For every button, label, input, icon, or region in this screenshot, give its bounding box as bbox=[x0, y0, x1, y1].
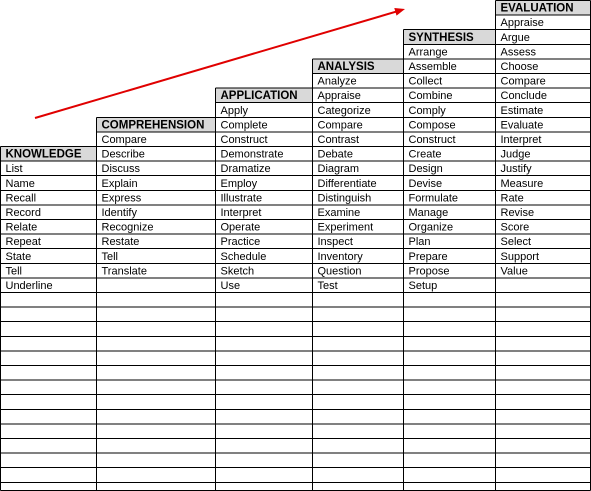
verb-cell: Examine bbox=[317, 207, 361, 219]
verb-cell: Inspect bbox=[317, 236, 353, 249]
verb-cell: Schedule bbox=[220, 250, 267, 263]
verb-cell: Demonstrate bbox=[220, 148, 284, 161]
verb-cell: Contrast bbox=[317, 134, 360, 146]
verb-cell: Record bbox=[5, 207, 41, 219]
column-header-synthesis: SYNTHESIS bbox=[408, 31, 474, 44]
verb-cell: Express bbox=[101, 192, 142, 205]
verb-cell: Appraise bbox=[317, 90, 361, 103]
verb-cell: Translate bbox=[101, 265, 147, 278]
verb-cell: Collect bbox=[408, 75, 443, 88]
verb-cell: Combine bbox=[408, 90, 453, 103]
verb-cell: Operate bbox=[220, 221, 261, 234]
verb-cell: Judge bbox=[500, 148, 531, 161]
verb-cell: Compare bbox=[101, 134, 147, 146]
column-header-evaluation: EVALUATION bbox=[500, 2, 574, 15]
verb-cell: Measure bbox=[500, 177, 544, 190]
verb-cell: Identify bbox=[101, 207, 137, 219]
verb-cell: Discuss bbox=[101, 163, 141, 176]
verb-cell: Construct bbox=[408, 134, 456, 146]
verb-cell: Interpret bbox=[500, 134, 542, 146]
verb-cell: Manage bbox=[408, 207, 449, 219]
verb-cell: Practice bbox=[220, 236, 261, 249]
verb-cell: Underline bbox=[5, 280, 53, 292]
verb-cell: Compare bbox=[500, 75, 546, 88]
verb-cell: Compare bbox=[317, 119, 363, 132]
verb-cell: Plan bbox=[408, 236, 431, 249]
verb-cell: Employ bbox=[220, 177, 258, 190]
verb-cell: Appraise bbox=[500, 17, 544, 30]
verb-cell: Differentiate bbox=[317, 177, 377, 190]
verb-cell: Value bbox=[500, 265, 528, 278]
verb-cell: Experiment bbox=[317, 221, 374, 234]
verb-cell: Assemble bbox=[408, 61, 457, 73]
column-header-knowledge: KNOWLEDGE bbox=[5, 148, 82, 161]
verb-cell: Inventory bbox=[317, 250, 363, 263]
verb-cell: Propose bbox=[408, 265, 450, 278]
verb-cell: Argue bbox=[500, 31, 530, 44]
verb-cell: Justify bbox=[500, 163, 532, 176]
verb-cell: Recall bbox=[5, 192, 37, 205]
verb-cell: Complete bbox=[220, 119, 268, 132]
verb-cell: Sketch bbox=[220, 265, 255, 278]
verb-cell: Tell bbox=[5, 265, 23, 278]
verb-cell: List bbox=[5, 163, 23, 176]
verb-cell: Test bbox=[317, 280, 338, 292]
verb-cell: Relate bbox=[5, 221, 38, 234]
verb-cell: Rate bbox=[500, 192, 524, 205]
verb-cell: Support bbox=[500, 250, 540, 263]
verb-cell: Create bbox=[408, 148, 442, 161]
verb-cell: Debate bbox=[317, 148, 353, 161]
verb-cell: Restate bbox=[101, 236, 140, 249]
verb-cell: Analyze bbox=[317, 75, 357, 88]
verb-cell: Estimate bbox=[500, 104, 544, 117]
verb-cell: Tell bbox=[101, 250, 119, 263]
verb-cell: Arrange bbox=[408, 46, 448, 59]
verb-cell: Assess bbox=[500, 46, 536, 59]
verb-cell: Compose bbox=[408, 119, 456, 132]
verb-cell: Select bbox=[500, 236, 532, 249]
verb-cell: Question bbox=[317, 265, 362, 278]
verb-cell: Describe bbox=[101, 148, 145, 161]
verb-cell: Categorize bbox=[317, 104, 371, 117]
verb-cell: Formulate bbox=[408, 192, 459, 205]
column-header-comprehension: COMPREHENSION bbox=[101, 119, 205, 132]
verb-cell: Revise bbox=[500, 207, 535, 219]
verb-cell: Conclude bbox=[500, 90, 547, 103]
verb-cell: State bbox=[5, 250, 32, 263]
verb-cell: Name bbox=[5, 177, 35, 190]
verb-cell: Evaluate bbox=[500, 119, 544, 132]
verb-cell: Recognize bbox=[101, 221, 154, 234]
verb-cell: Devise bbox=[408, 177, 443, 190]
verb-cell: Illustrate bbox=[220, 192, 263, 205]
verb-cell: Explain bbox=[101, 177, 138, 190]
verb-cell: Score bbox=[500, 221, 530, 234]
verb-cell: Choose bbox=[500, 61, 539, 73]
verb-cell: Setup bbox=[408, 280, 438, 292]
verb-cell: Apply bbox=[220, 104, 249, 117]
column-header-application: APPLICATION bbox=[220, 90, 298, 103]
column-header-analysis: ANALYSIS bbox=[317, 61, 375, 73]
verb-cell: Design bbox=[408, 163, 443, 176]
verb-cell: Use bbox=[220, 280, 241, 292]
verb-cell: Prepare bbox=[408, 250, 448, 263]
verb-cell: Repeat bbox=[5, 236, 41, 249]
verb-cell: Distinguish bbox=[317, 192, 372, 205]
verb-cell: Construct bbox=[220, 134, 268, 146]
verb-cell: Interpret bbox=[220, 207, 262, 219]
verb-cell: Dramatize bbox=[220, 163, 271, 176]
arrow-head bbox=[394, 8, 405, 16]
verb-cell: Diagram bbox=[317, 163, 360, 176]
verb-cell: Comply bbox=[408, 104, 446, 117]
verb-cell: Organize bbox=[408, 221, 454, 234]
